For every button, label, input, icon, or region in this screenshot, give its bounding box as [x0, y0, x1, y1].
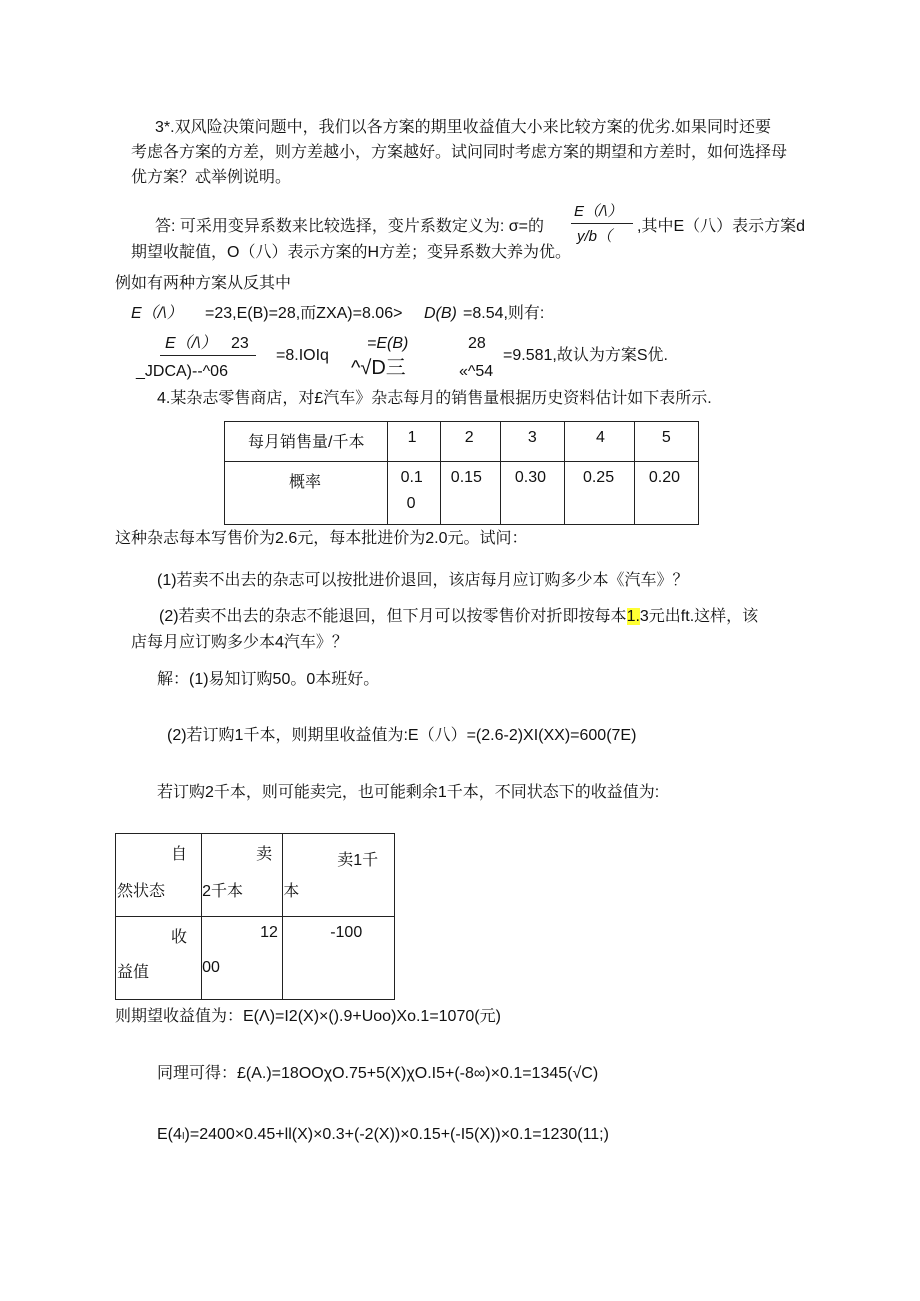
- calc-result-1: =8.IOIq: [276, 347, 329, 364]
- example-expectation-a: E（/\）: [131, 305, 183, 322]
- similar-result-line: 同理可得：£(A.)=18OOχO.75+5(X)χO.I5+(-8∞)×0.1=1345(√C): [157, 1065, 599, 1082]
- variation-coef-fraction-bar: [571, 223, 633, 224]
- answer-line-2: 期望收靛值，O（八）表示方案的H方差；变异系数大养为优。: [131, 244, 572, 261]
- payoff-cell-bottom: 2千本: [202, 883, 243, 900]
- calc-fraction-3-denominator: «^54: [459, 363, 494, 380]
- q3-line-3: 优方案？忒举例说明。: [131, 169, 292, 186]
- calc-conclusion: =9.581,故认为方案S优.: [503, 347, 668, 364]
- sub-question-2-before: (2)若卖不出去的杂志不能退回，但下月可以按零售价对折即按每本: [159, 608, 627, 625]
- example-values: =23,E(B)=28,而ZXA)=8.06>: [205, 305, 403, 322]
- example-values-end: =8.54,则有:: [463, 305, 545, 322]
- table-cell-top: 0.1: [400, 469, 423, 486]
- example-variance-b: D(B): [424, 305, 457, 322]
- calc-fraction-2-numerator: =E(B): [367, 335, 409, 352]
- calc-fraction-1-denominator: _JDCA)--^06: [136, 363, 228, 380]
- table-header-value: 3: [527, 429, 537, 446]
- calc-fraction-2-denominator: ^√D三: [351, 357, 406, 379]
- solution-1: 解：(1)易知订购50。0本班好。: [157, 671, 380, 688]
- payoff-cell-bottom: 益值: [117, 964, 150, 981]
- payoff-cell-bottom: 然状态: [117, 883, 166, 900]
- payoff-cell-bottom: 本: [283, 883, 300, 900]
- payoff-cell-bottom: 00: [202, 959, 220, 976]
- payoff-cell-top: 卖1千: [337, 852, 379, 869]
- payoff-cell-top: 12: [260, 924, 278, 941]
- answer-line-1-prefix: 答: 可采用变异系数来比较选择，变片系数定义为: σ=的: [155, 218, 545, 235]
- table-row-label: 概率: [289, 474, 322, 491]
- calc-fraction-3-numerator: 28: [468, 335, 486, 352]
- table-cell: 0.20: [648, 469, 681, 486]
- table-cell: 0.25: [582, 469, 615, 486]
- table-cell-bottom: 0: [406, 495, 416, 512]
- expected-value-line: 则期望收益值为：E(Λ)=I2(X)×().9+Uoo)Xo.1=1070(元): [115, 1008, 501, 1025]
- q3-line-2: 考虑各方案的方差，则方差越小，方案越好。试问同时考虑方案的期望和方差时，如何选择母: [131, 144, 788, 161]
- calc-fraction-1-value: 23: [231, 335, 249, 352]
- table-header-value: 4: [595, 429, 605, 446]
- e4-result-line: E(4ₗ)=2400×0.45+ll(X)×0.3+(-2(X))×0.15+(-I5(X))×0.1=1230(11;): [157, 1126, 609, 1143]
- answer-line-1-suffix: ,其中E（八）表示方案d: [637, 218, 806, 235]
- table-cell: 0.30: [514, 469, 547, 486]
- payoff-cell: -100: [330, 924, 363, 941]
- sales-probability-table: [224, 421, 699, 525]
- q4-intro: 4.某杂志零售商店，对£汽车》杂志每月的销售量根据历史资料估计如下表所示.: [157, 390, 712, 407]
- sub-question-2-line-1: [159, 607, 758, 627]
- variation-coef-numerator: E（/\）: [574, 203, 623, 220]
- sub-question-2-after: 3元出ft.这样，该: [639, 608, 759, 625]
- payoff-cell-top: 自: [171, 846, 188, 863]
- solution-2: (2)若订购1千本，则期里收益值为:E（八）=(2.6-2)XI(XX)=600(7E): [167, 727, 637, 744]
- payoff-table: [115, 833, 395, 1000]
- table-header-value: 1: [407, 429, 417, 446]
- calc-fraction-1-numerator: E（/\）: [165, 335, 217, 352]
- table-header-value: 2: [464, 429, 474, 446]
- sub-question-2-line-2: 店每月应订购多少本4汽车》？: [131, 634, 348, 651]
- solution-3: 若订购2千本，则可能卖完，也可能剩余1千本，不同状态下的收益值为:: [157, 784, 660, 801]
- table-header-label: 每月销售量/千本: [248, 434, 365, 451]
- table-cell: 0.15: [450, 469, 482, 486]
- table-header-value: 5: [661, 429, 671, 446]
- sub-question-1: (1)若卖不出去的杂志可以按批进价退回，该店每月应订购多少本《汽车》？: [157, 572, 689, 589]
- calc-fraction-1-bar: [160, 355, 256, 356]
- payoff-cell-top: 卖: [256, 846, 273, 863]
- price-line: 这种杂志每本写售价为2.6元，每本批进价为2.0元。试问：: [115, 530, 528, 547]
- highlighted-text: 1.: [626, 608, 640, 625]
- variation-coef-denominator: y/b（: [577, 228, 613, 245]
- payoff-cell-top: 收: [171, 929, 188, 946]
- answer-line-3: 例如有两种方案从反其中: [115, 275, 292, 292]
- q3-line-1: 3*.双风险决策问题中，我们以各方案的期里收益值大小来比较方案的优劣.如果同时还要: [155, 119, 772, 136]
